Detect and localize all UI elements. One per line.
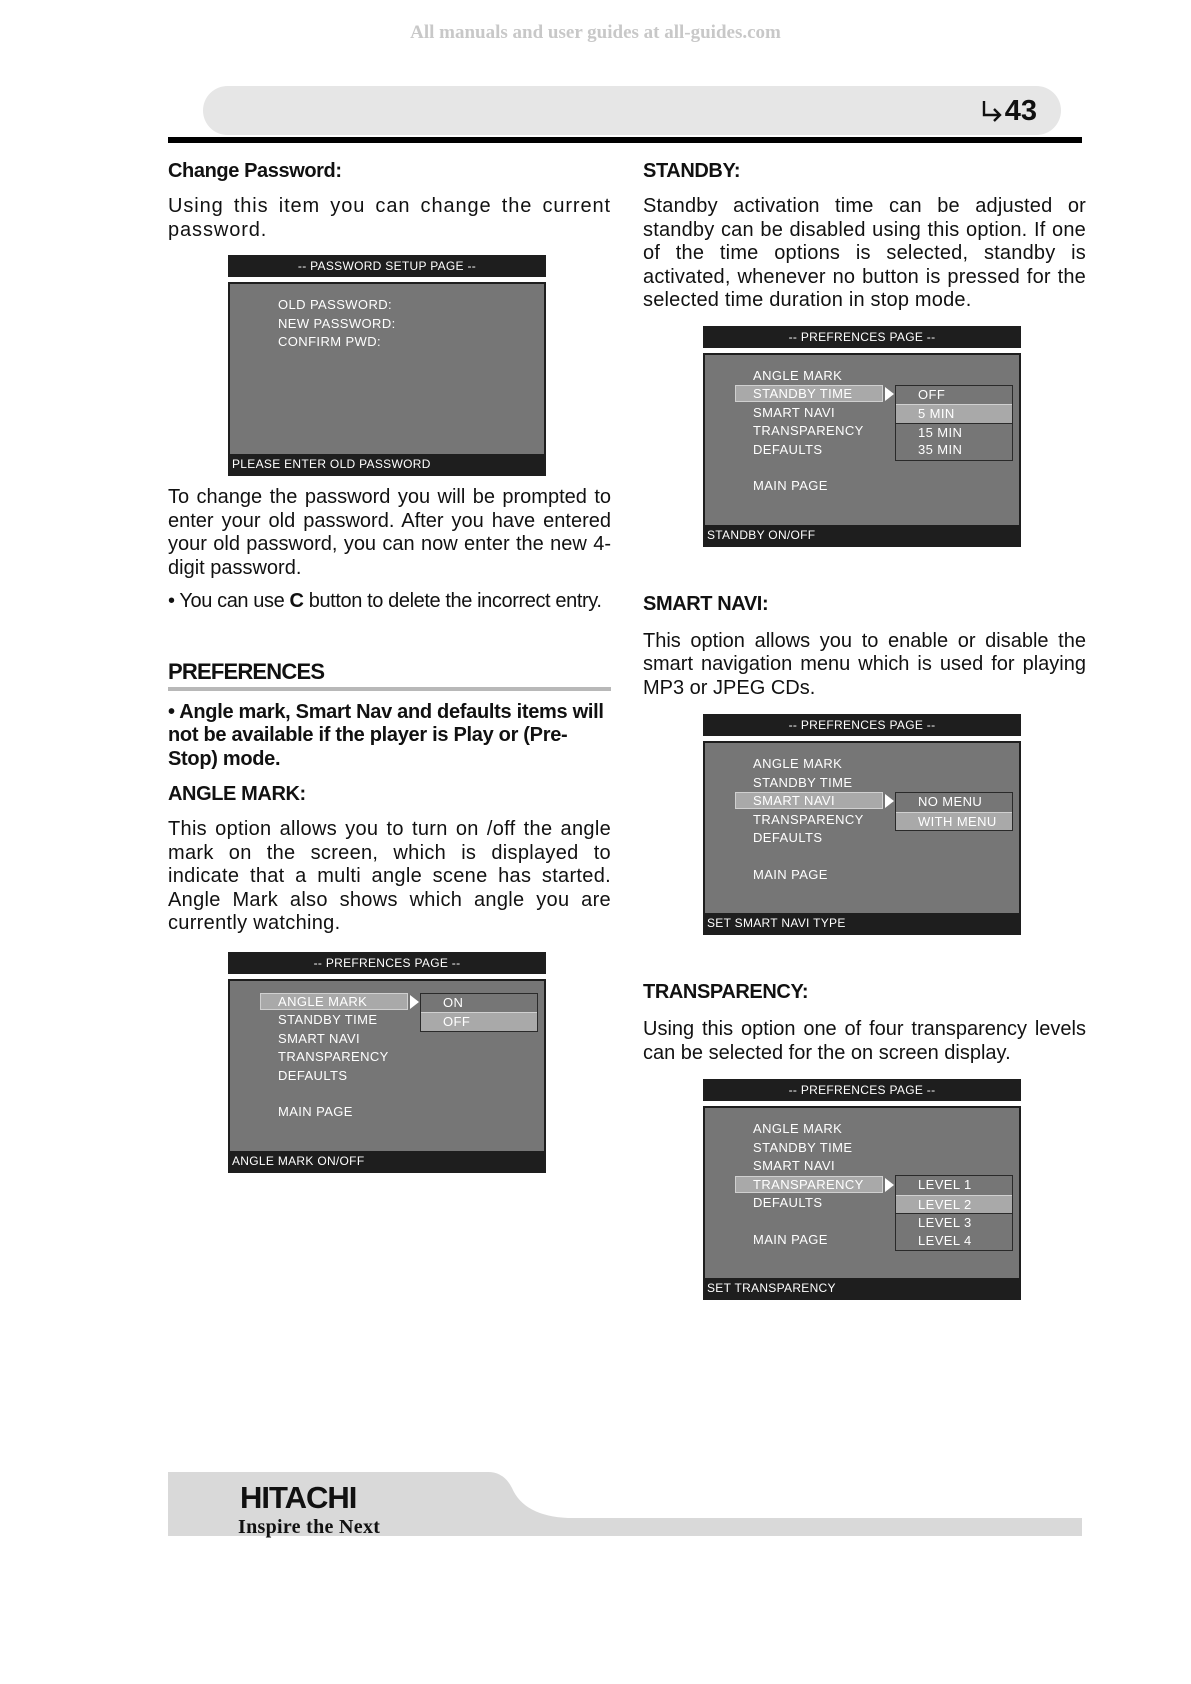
brand-logo: HITACHI <box>240 1480 357 1515</box>
menu-item-label: SMART NAVI <box>753 793 836 808</box>
menu-item-smart-navi[interactable]: SMART NAVI <box>753 1158 836 1173</box>
options-list <box>420 993 538 1032</box>
menu-item-transparency[interactable]: TRANSPARENCY <box>753 811 864 827</box>
option-off[interactable]: OFF <box>918 386 946 402</box>
option-on[interactable]: ON <box>443 994 464 1010</box>
password-setup-screen <box>228 255 546 476</box>
menu-item-main-page[interactable]: MAIN PAGE <box>753 1231 828 1247</box>
triangle-right-icon <box>410 995 419 1009</box>
options-list <box>895 385 1013 461</box>
angle-mark-screen <box>228 952 546 1173</box>
triangle-right-icon <box>885 794 894 808</box>
preferences-heading: PREFERENCES <box>168 659 611 691</box>
password-fields <box>278 296 396 352</box>
menu-item-defaults[interactable]: DEFAULTS <box>753 441 823 457</box>
header-rule <box>168 137 1082 143</box>
menu-item-standby-time[interactable]: STANDBY TIME <box>278 1012 378 1027</box>
smart-navi-screen <box>703 714 1021 935</box>
menu-item-label: TRANSPARENCY <box>753 1176 864 1192</box>
standby-body: Standby activation time can be adjusted or standby can be disabled using this option. If one of the time options is selected, standby is activated, whenever no button is pressed for the selected time duration in stop mode. <box>643 195 1086 311</box>
option-5-min[interactable]: 5 MIN <box>896 404 1012 423</box>
menu-item-defaults[interactable]: DEFAULTS <box>753 830 823 845</box>
page-header <box>203 86 1061 135</box>
osd-body <box>228 282 546 476</box>
tip-prefix: • You can use <box>168 590 290 612</box>
option-35-min[interactable]: 35 MIN <box>918 442 963 457</box>
confirm-password-label: CONFIRM PWD: <box>278 334 382 349</box>
footer-logo-band <box>168 1472 1082 1544</box>
osd-title: -- PREFRENCES PAGE -- <box>703 1079 1021 1101</box>
transparency-screen <box>703 1079 1021 1300</box>
menu-item-main-page[interactable]: MAIN PAGE <box>278 1104 353 1119</box>
tip-key: C <box>289 590 304 612</box>
left-column <box>168 160 611 1173</box>
new-password-label: NEW PASSWORD: <box>278 315 396 331</box>
osd-footer: ANGLE MARK ON/OFF <box>230 1151 544 1171</box>
smart-navi-heading: SMART NAVI: <box>643 592 769 615</box>
change-password-intro: Using this item you can change the current password. <box>168 195 611 241</box>
menu-item-smart-navi[interactable]: SMART NAVI <box>753 404 836 420</box>
angle-mark-body: This option allows you to turn on /off the angle mark on the screen, which is displayed to indicate that a multi angle scene has started. Angle Mark also shows which angle you are currently watching. <box>168 818 611 934</box>
page-number-text: 43 <box>1004 95 1037 127</box>
osd-body <box>703 741 1021 935</box>
angle-mark-heading: ANGLE MARK: <box>168 783 306 805</box>
osd-footer: SET TRANSPARENCY <box>705 1278 1019 1298</box>
old-password-label: OLD PASSWORD: <box>278 297 393 312</box>
triangle-right-icon <box>885 1178 894 1192</box>
menu-item-standby-time[interactable]: STANDBY TIME <box>753 774 853 790</box>
osd-body <box>228 979 546 1173</box>
menu-item-angle-mark[interactable] <box>278 993 389 1012</box>
watermark: All manuals and user guides at all-guides.com <box>410 22 781 43</box>
osd-body <box>703 353 1021 547</box>
option-level-3[interactable]: LEVEL 3 <box>896 1213 1012 1232</box>
option-level-1[interactable]: LEVEL 1 <box>918 1177 972 1192</box>
osd-footer: PLEASE ENTER OLD PASSWORD <box>230 454 544 474</box>
osd-title: -- PREFRENCES PAGE -- <box>703 714 1021 736</box>
tip-suffix: button to delete the incorrect entry. <box>303 590 602 612</box>
menu-item-angle-mark[interactable]: ANGLE MARK <box>753 756 843 771</box>
menu-item-angle-mark[interactable]: ANGLE MARK <box>753 1121 843 1136</box>
transparency-heading: TRANSPARENCY: <box>643 981 809 1003</box>
smart-navi-body: This option allows you to enable or disable the smart navigation menu which is used for playing MP3 or JPEG CDs. <box>643 629 1086 699</box>
menu-item-label: ANGLE MARK <box>278 993 368 1009</box>
menu-item-smart-navi[interactable] <box>753 792 864 811</box>
osd-title: -- PREFRENCES PAGE -- <box>703 326 1021 348</box>
menu-item-main-page[interactable]: MAIN PAGE <box>753 478 828 493</box>
hand-pointer-icon <box>980 99 1004 125</box>
right-column <box>643 160 1086 1300</box>
menu-item-transparency[interactable]: TRANSPARENCY <box>753 423 864 438</box>
options-list <box>895 792 1013 831</box>
option-level-2[interactable]: LEVEL 2 <box>896 1195 1012 1214</box>
menu-item-transparency[interactable] <box>753 1176 864 1195</box>
menu-item-standby-time[interactable] <box>753 385 864 404</box>
menu-item-angle-mark[interactable]: ANGLE MARK <box>753 367 843 383</box>
option-no-menu[interactable]: NO MENU <box>918 794 983 809</box>
preferences-menu <box>753 367 864 496</box>
option-with-menu[interactable]: WITH MENU <box>896 812 1012 831</box>
standby-screen <box>703 326 1021 547</box>
option-level-4[interactable]: LEVEL 4 <box>918 1232 972 1248</box>
triangle-right-icon <box>885 387 894 401</box>
brand-tagline: Inspire the Next <box>238 1516 381 1538</box>
osd-footer: SET SMART NAVI TYPE <box>705 913 1019 933</box>
change-password-body: To change the password you will be prompted to enter your old password. After you have entered your old password, you can now enter the new 4-digit password. <box>168 486 611 579</box>
osd-body <box>703 1106 1021 1300</box>
delete-entry-tip <box>168 590 611 614</box>
osd-footer: STANDBY ON/OFF <box>705 525 1019 545</box>
standby-heading: STANDBY: <box>643 160 741 182</box>
preferences-menu <box>278 993 389 1122</box>
osd-title: -- PREFRENCES PAGE -- <box>228 952 546 974</box>
preferences-menu <box>753 1120 864 1249</box>
preferences-menu <box>753 755 864 884</box>
menu-item-defaults[interactable]: DEFAULTS <box>278 1067 348 1083</box>
options-list <box>895 1175 1013 1251</box>
menu-item-label: STANDBY TIME <box>753 386 853 401</box>
menu-item-standby-time[interactable]: STANDBY TIME <box>753 1139 853 1155</box>
option-off[interactable]: OFF <box>421 1012 537 1031</box>
option-15-min[interactable]: 15 MIN <box>896 423 1012 442</box>
menu-item-defaults[interactable]: DEFAULTS <box>753 1195 823 1210</box>
preferences-note: • Angle mark, Smart Nav and defaults items will not be available if the player is Play or (Pre-Stop) mode. <box>168 700 604 770</box>
transparency-body: Using this option one of four transparency levels can be selected for the on screen display. <box>643 1018 1086 1064</box>
menu-item-main-page[interactable]: MAIN PAGE <box>753 866 828 882</box>
osd-title: -- PASSWORD SETUP PAGE -- <box>228 255 546 277</box>
menu-item-smart-navi[interactable]: SMART NAVI <box>278 1030 361 1046</box>
page-number <box>980 95 1037 128</box>
menu-item-transparency[interactable]: TRANSPARENCY <box>278 1049 389 1064</box>
change-password-heading: Change Password: <box>168 160 342 182</box>
